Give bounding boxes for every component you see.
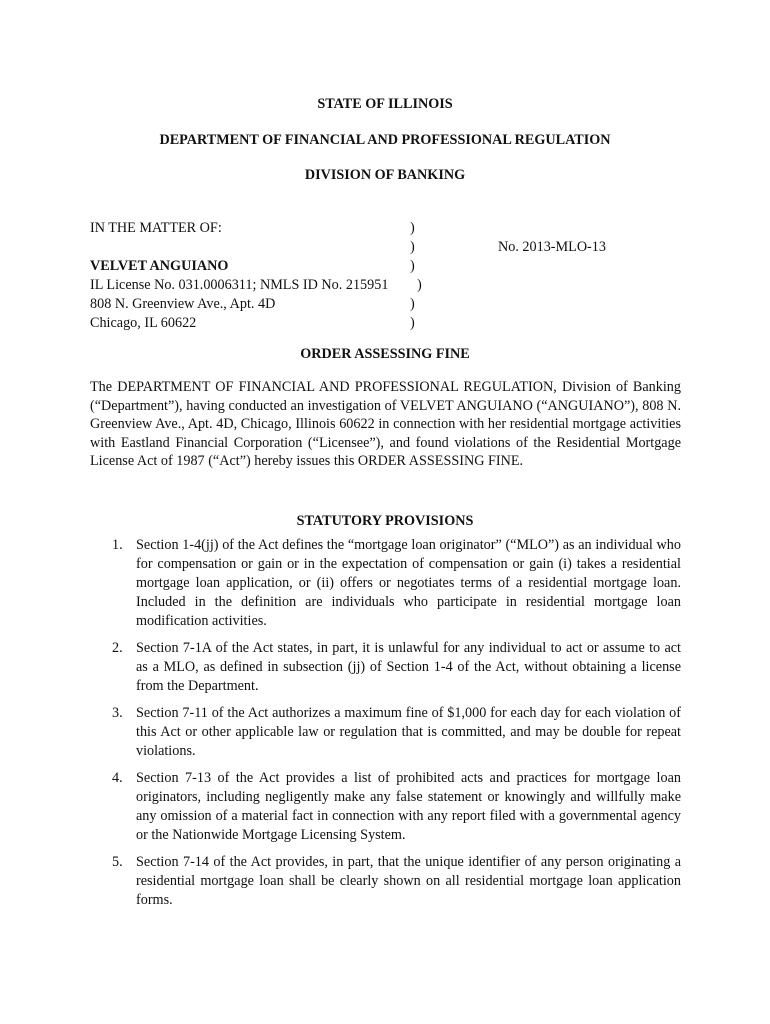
provision-number: 3. bbox=[112, 705, 123, 721]
caption-row-address bbox=[90, 295, 650, 314]
caption-paren: ) bbox=[417, 277, 422, 293]
matter-label: IN THE MATTER OF: bbox=[90, 220, 222, 236]
provision-number: 1. bbox=[112, 537, 123, 553]
address-line: 808 N. Greenview Ave., Apt. 4D bbox=[90, 296, 276, 312]
caption-paren: ) bbox=[410, 258, 415, 274]
case-caption bbox=[90, 219, 650, 333]
order-title: ORDER ASSESSING FINE bbox=[300, 346, 470, 362]
division-heading: DIVISION OF BANKING bbox=[304, 167, 466, 183]
provision-text: Section 7-11 of the Act authorizes a maximum fine of $1,000 for each day for each violation of this Act or other applicable law or regulation that is committed, and may be double for repeat violations. bbox=[136, 705, 681, 759]
respondent-name: VELVET ANGUIANO bbox=[90, 258, 229, 274]
caption-row-license bbox=[90, 276, 650, 295]
caption-paren: ) bbox=[410, 296, 415, 312]
license-line: IL License No. 031.0006311; NMLS ID No. 215951 bbox=[90, 277, 389, 293]
caption-paren: ) bbox=[410, 239, 415, 255]
provision-number: 4. bbox=[112, 770, 123, 786]
provision-text: Section 1-4(jj) of the Act defines the “mortgage loan originator” (“MLO”) as an individual who for compensation or gain or in the expectation of compensation or gain (i) takes a residential mortgage loan application, or (ii) offers or negotiates terms of a residential mortgage loan. Included in the definition are individuals who participate in residential mortgage loan modification activities. bbox=[136, 537, 681, 629]
provision-item bbox=[90, 704, 681, 761]
provisions-list bbox=[90, 536, 681, 918]
department-heading: DEPARTMENT OF FINANCIAL AND PROFESSIONAL REGULATION bbox=[159, 132, 611, 148]
state-heading: STATE OF ILLINOIS bbox=[317, 96, 453, 112]
provision-number: 2. bbox=[112, 640, 123, 656]
provision-item bbox=[90, 853, 681, 910]
caption-row-name bbox=[90, 257, 650, 276]
intro-paragraph: The DEPARTMENT OF FINANCIAL AND PROFESSIONAL REGULATION, Division of Banking (“Department”), having conducted an investigation of VELVET ANGUIANO (“ANGUIANO”), 808 N. Greenview Ave., Apt. 4D, Chicago, Illinois 60622 in connection with her residential mortgage activities with Eastland Financial Corporation (“Licensee”), and found violations of the Residential Mortgage License Act of 1987 (“Act”) hereby issues this ORDER ASSESSING FINE. bbox=[90, 379, 681, 470]
provision-item bbox=[90, 639, 681, 696]
case-number: No. 2013-MLO-13 bbox=[498, 239, 606, 255]
provision-item bbox=[90, 536, 681, 631]
caption-row-number bbox=[90, 238, 650, 257]
provision-text: Section 7-14 of the Act provides, in part, that the unique identifier of any person originating a residential mortgage loan shall be clearly shown on all residential mortgage loan application forms. bbox=[136, 854, 681, 908]
provision-number: 5. bbox=[112, 854, 123, 870]
caption-row-city bbox=[90, 314, 650, 333]
caption-row-matter bbox=[90, 219, 650, 238]
provision-item bbox=[90, 769, 681, 845]
statutory-heading: STATUTORY PROVISIONS bbox=[296, 513, 474, 529]
city-line: Chicago, IL 60622 bbox=[90, 315, 197, 331]
provision-text: Section 7-1A of the Act states, in part, it is unlawful for any individual to act or assume to act as a MLO, as defined in subsection (jj) of Section 1-4 of the Act, without obtaining a license from the Department. bbox=[136, 640, 681, 694]
caption-paren: ) bbox=[410, 315, 415, 331]
caption-paren: ) bbox=[410, 220, 415, 236]
provision-text: Section 7-13 of the Act provides a list of prohibited acts and practices for mortgage loan originators, including negligently make any false statement or knowingly and willfully make any omission of a material fact in connection with any report filed with a governmental agency or the Nationwide Mortgage Licensing System. bbox=[136, 770, 681, 843]
